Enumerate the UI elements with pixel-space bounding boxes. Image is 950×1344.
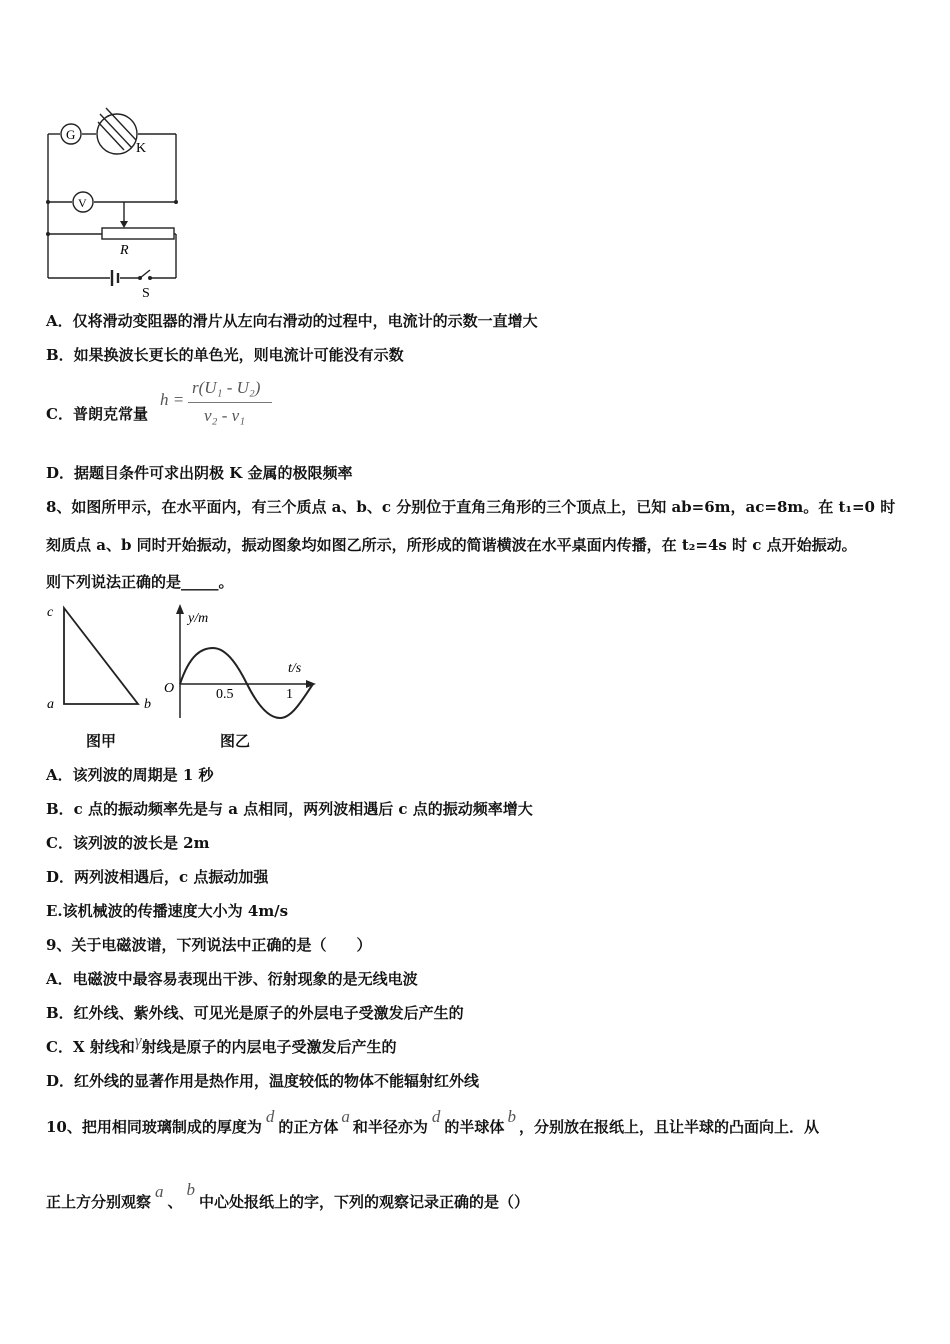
vertex-a: a bbox=[47, 697, 54, 712]
var-b-2: b bbox=[186, 1180, 196, 1199]
fraction-bar bbox=[188, 402, 272, 403]
q10-text-3: 和半径亦为 bbox=[352, 1118, 428, 1136]
q7-option-c-prefix: C．普朗克常量 bbox=[46, 405, 148, 423]
q9-option-a: A．电磁波中最容易表现出干涉、衍射现象的是无线电波 bbox=[46, 970, 418, 988]
y-axis-label: y/m bbox=[188, 611, 209, 626]
q10-text-5: ，分别放在报纸上，且让半球的凸面向上．从 bbox=[518, 1118, 819, 1136]
rheostat-label: R bbox=[120, 243, 129, 258]
q8-stem-line3: 则下列说法正确的是_____。 bbox=[46, 573, 234, 591]
gamma-symbol: γ bbox=[134, 1031, 142, 1050]
x-axis-label: t/s bbox=[288, 661, 302, 676]
q10-text-8: 中心处报纸上的字，下列的观察记录正确的是（） bbox=[199, 1193, 530, 1211]
q7-option-d: D．据题目条件可求出阴极 K 金属的极限频率 bbox=[46, 464, 353, 482]
q9-option-c-part2: 射线是原子的内层电子受激发后产生的 bbox=[141, 1038, 397, 1056]
var-b-1: b bbox=[507, 1107, 516, 1126]
q8-option-b: B．c 点的振动频率先是与 a 点相同，两列波相遇后 c 点的振动频率增大 bbox=[46, 800, 533, 818]
q9-option-b: B．红外线、紫外线、可见光是原子的外层电子受激发后产生的 bbox=[46, 1004, 464, 1022]
q8-stem-line1: 8、如图所甲示，在水平面内，有三个质点 a、b、c 分别位于直角三角形的三个顶点上，已知 ab=6m，ac=8m。在 t₁=0 时 bbox=[46, 498, 896, 516]
formula-denominator: ν₂ - ν₁ bbox=[204, 406, 246, 425]
tick-half: 0.5 bbox=[216, 687, 234, 702]
q10-text-4: 的半球体 bbox=[444, 1118, 505, 1136]
q8-option-e: E.该机械波的传播速度大小为 4m/s bbox=[46, 902, 289, 920]
voltmeter-label: V bbox=[78, 196, 87, 210]
q10-text-6: 正上方分别观察 bbox=[46, 1193, 152, 1211]
q10-stem-line2 bbox=[46, 1180, 530, 1212]
q8-option-d: D．两列波相遇后，c 点振动加强 bbox=[46, 868, 269, 886]
q10-text-2: 的正方体 bbox=[278, 1118, 339, 1136]
q9-option-d: D．红外线的显著作用是热作用，温度较低的物体不能辐射红外线 bbox=[46, 1072, 480, 1090]
switch-label: S bbox=[142, 286, 150, 300]
tick-one: 1 bbox=[286, 687, 293, 702]
q10-text-1: 10、把用相同玻璃制成的厚度为 bbox=[46, 1118, 262, 1136]
right-triangle bbox=[64, 608, 138, 704]
galvanometer-label: G bbox=[66, 127, 76, 142]
var-d-2: d bbox=[431, 1107, 441, 1126]
var-d-1: d bbox=[265, 1107, 275, 1126]
cathode-label: K bbox=[136, 141, 147, 156]
var-a-1: a bbox=[341, 1107, 350, 1126]
origin-label: O bbox=[164, 681, 175, 696]
vibration-graph bbox=[160, 600, 320, 725]
q10-stem-line1 bbox=[46, 1107, 819, 1137]
caption-jia: 图甲 bbox=[86, 732, 117, 750]
q9-option-c bbox=[46, 1031, 397, 1057]
vertex-b: b bbox=[144, 697, 151, 712]
formula-numerator: r(U₁ - U₂) bbox=[192, 378, 261, 397]
formula-lhs: h = bbox=[160, 390, 185, 409]
q8-stem-line2: 刻质点 a、b 同时开始振动，振动图象均如图乙所示，所形成的简谐横波在水平桌面内传播，在 t₂=4s 时 c 点开始振动。 bbox=[46, 536, 857, 554]
q9-option-c-part1: C．X 射线和 bbox=[46, 1038, 135, 1056]
q7-option-b: B．如果换波长更长的单色光，则电流计可能没有示数 bbox=[46, 346, 404, 364]
sine-curve bbox=[180, 648, 313, 718]
q8-option-a: A．该列波的周期是 1 秒 bbox=[46, 766, 214, 784]
q10-text-7: 、 bbox=[167, 1193, 183, 1211]
q9-stem: 9、关于电磁波谱，下列说法中正确的是（ ） bbox=[46, 936, 372, 954]
circuit-diagram bbox=[40, 100, 190, 300]
q8-option-c: C．该列波的波长是 2m bbox=[46, 834, 210, 852]
vertex-c: c bbox=[47, 605, 54, 620]
var-a-2: a bbox=[155, 1182, 164, 1201]
q7-option-a: A．仅将滑动变阻器的滑片从左向右滑动的过程中，电流计的示数一直增大 bbox=[46, 312, 538, 330]
triangle-figure bbox=[40, 600, 160, 720]
caption-yi: 图乙 bbox=[220, 732, 251, 750]
